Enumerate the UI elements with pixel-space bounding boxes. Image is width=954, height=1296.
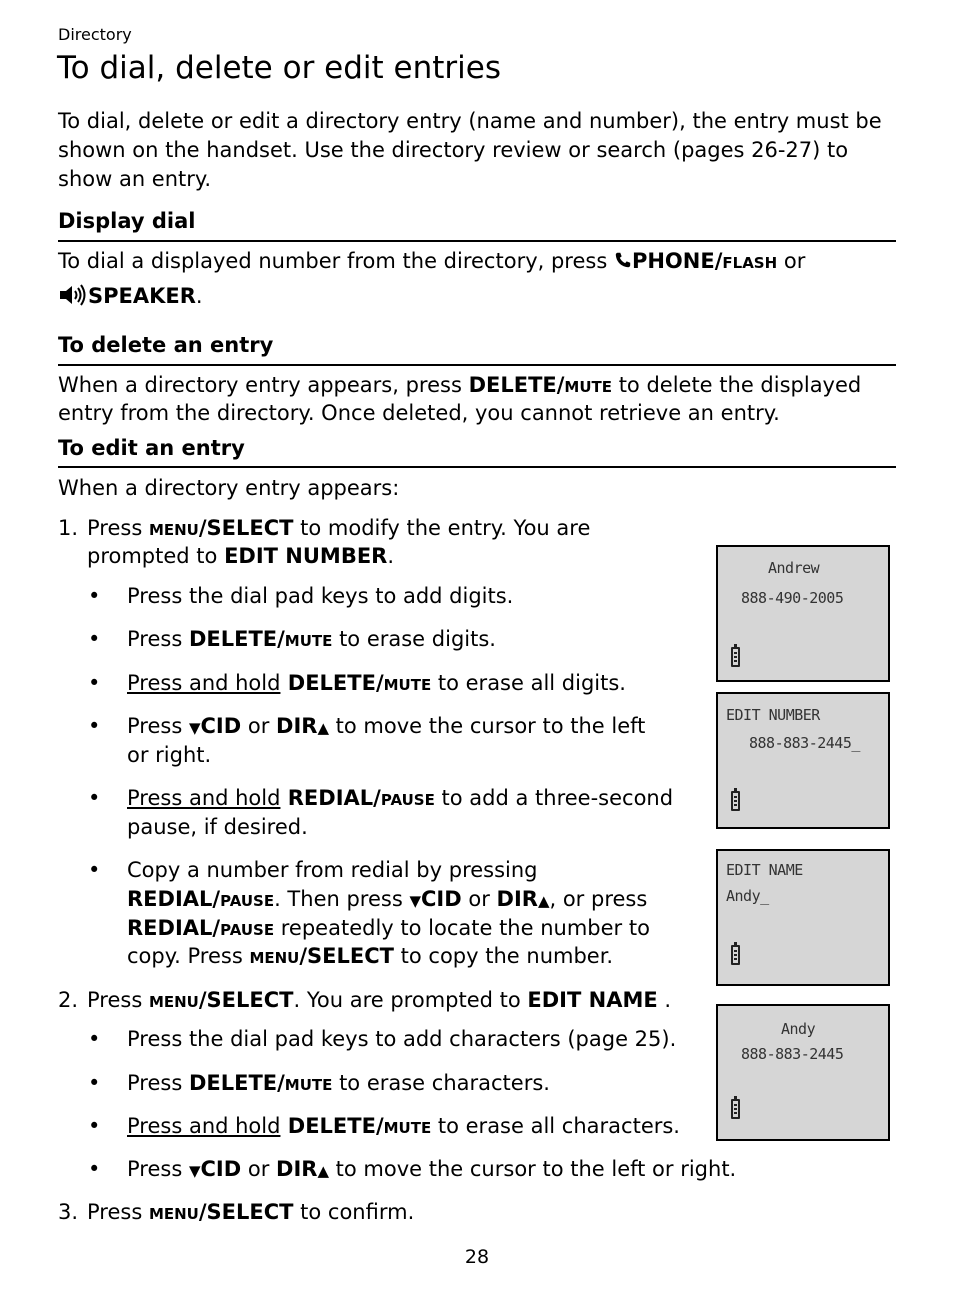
list-item: Press the dial pad keys to add digits.: [127, 584, 514, 608]
list-item: Press and hold DELETE/MUTE to erase all characters.: [127, 1114, 680, 1138]
screen-line: Andy: [781, 1020, 816, 1038]
intro-line-3: show an entry.: [58, 167, 212, 191]
bullet-marker: •: [88, 786, 101, 810]
step-1-line-2: prompted to EDIT NUMBER.: [87, 544, 395, 568]
list-item-continuation: REDIAL/PAUSE. Then press ▼CID or DIR▲, or press: [127, 887, 648, 911]
bullet-marker: •: [88, 714, 101, 738]
step-3-line: Press MENU/SELECT to confirm.: [87, 1200, 415, 1224]
display-dial-text: To dial a displayed number from the directory, press PHONE/FLASH or: [58, 249, 806, 273]
bullet-marker: •: [88, 627, 101, 651]
battery-icon: [731, 647, 740, 667]
breadcrumb: Directory: [58, 25, 132, 44]
delete-entry-heading: To delete an entry: [58, 333, 274, 357]
screen-line: 888-490-2005: [741, 589, 844, 607]
list-item-continuation: REDIAL/PAUSE repeatedly to locate the number to: [127, 916, 650, 940]
bullet-marker: •: [88, 858, 101, 882]
bullet-marker: •: [88, 1157, 101, 1181]
battery-icon: [731, 945, 740, 965]
bullet-marker: •: [88, 1027, 101, 1051]
display-dial-heading: Display dial: [58, 209, 196, 233]
battery-icon: [731, 791, 740, 811]
screen-line: EDIT NUMBER: [726, 706, 820, 724]
screen-line: 888-883-2445: [741, 1045, 844, 1063]
list-item: Press DELETE/MUTE to erase characters.: [127, 1071, 550, 1095]
list-item: Press and hold REDIAL/PAUSE to add a three-second: [127, 786, 674, 810]
list-item-continuation: pause, if desired.: [127, 815, 308, 839]
screen-line: Andy_: [726, 887, 769, 905]
step-number: 3.: [58, 1200, 79, 1224]
intro-line-2: shown on the handset. Use the directory review or search (pages 26-27) to: [58, 138, 849, 162]
handset-screen: [716, 1004, 890, 1141]
bullet-marker: •: [88, 1071, 101, 1095]
page-number: 28: [464, 1246, 490, 1268]
intro-line-1: To dial, delete or edit a directory entry (name and number), the entry must be: [58, 109, 882, 133]
list-item-continuation: copy. Press MENU/SELECT to copy the number.: [127, 944, 614, 968]
list-item: Press ▼CID or DIR▲ to move the cursor to the left: [127, 714, 646, 738]
phone-icon: [614, 251, 632, 269]
handset-screen: [716, 692, 890, 829]
list-item: Press and hold DELETE/MUTE to erase all digits.: [127, 671, 626, 695]
bullet-marker: •: [88, 671, 101, 695]
step-1-line-1: Press MENU/SELECT to modify the entry. You are: [87, 516, 591, 540]
battery-icon: [731, 1099, 740, 1119]
display-dial-speaker: SPEAKER.: [58, 282, 203, 311]
bullet-marker: •: [88, 1114, 101, 1138]
screen-line: Andrew: [768, 559, 820, 577]
screen-line: 888-883-2445_: [749, 734, 860, 752]
list-item: Press ▼CID or DIR▲ to move the cursor to the left or right.: [127, 1157, 737, 1181]
edit-entry-intro: When a directory entry appears:: [58, 476, 400, 500]
handset-screen: [716, 545, 890, 682]
list-item: Press DELETE/MUTE to erase digits.: [127, 627, 496, 651]
speaker-icon: [58, 284, 88, 306]
step-2-line: Press MENU/SELECT. You are prompted to EDIT NAME .: [87, 988, 672, 1012]
delete-entry-line-1: When a directory entry appears, press DELETE/MUTE to delete the displayed: [58, 373, 862, 397]
delete-entry-line-2: entry from the directory. Once deleted, you cannot retrieve an entry.: [58, 401, 780, 425]
list-item: Copy a number from redial by pressing: [127, 858, 538, 882]
list-item: Press the dial pad keys to add characters (page 25).: [127, 1027, 677, 1051]
section-divider: [58, 466, 896, 468]
list-item-continuation: or right.: [127, 743, 212, 767]
section-divider: [58, 364, 896, 366]
screen-line: EDIT NAME: [726, 861, 803, 879]
bullet-marker: •: [88, 584, 101, 608]
section-divider: [58, 240, 896, 242]
step-number: 2.: [58, 988, 79, 1012]
edit-entry-heading: To edit an entry: [58, 436, 245, 460]
handset-screen: [716, 849, 890, 986]
page-title: To dial, delete or edit entries: [57, 50, 502, 86]
step-number: 1.: [58, 516, 79, 540]
